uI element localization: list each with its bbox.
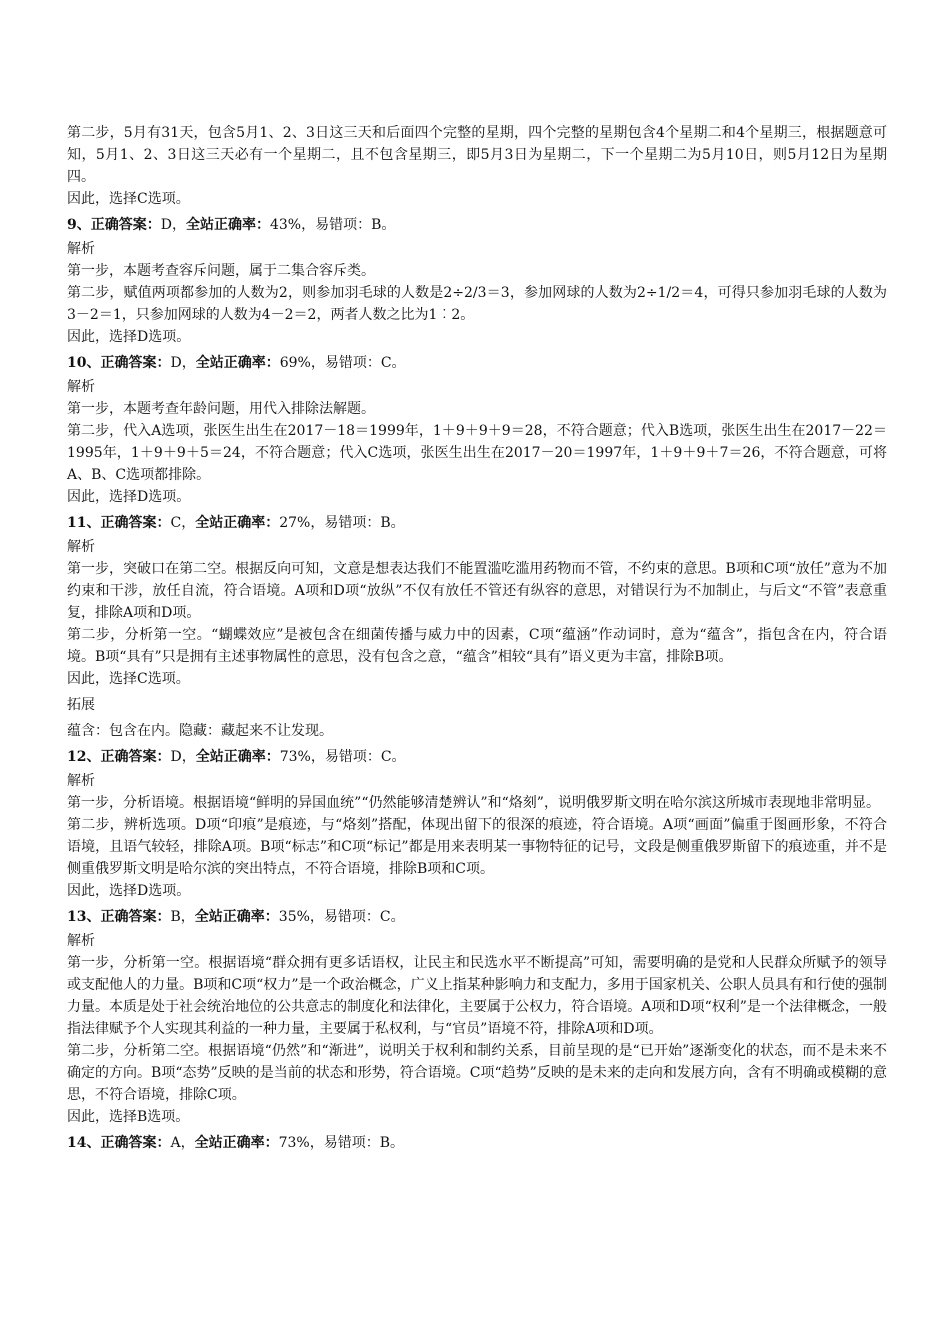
paragraph: 第二步，分析第二空。根据语境“仍然”和“渐进”，说明关于权利和制约关系，目前呈现的是“已开始”逐渐变化的状态，而不是未来不确定的方向。B项“态势”反映的是当前的状态和形势，符合语境。C项“趋势”反映的是未来的走向和发展方向，含有不明确或模糊的意思，不符合语境，排除C项。 [67, 1043, 887, 1103]
paragraph: 第二步，赋值两项都参加的人数为2，则参加羽毛球的人数是2÷2/3＝3，参加网球的人数为2÷1/2＝4，可得只参加羽毛球的人数为3－2＝1，只参加网球的人数为4－2＝2，两者人数之比为1︰2。 [67, 285, 887, 323]
question-number: 9、 [67, 217, 91, 233]
question-number: 12、 [67, 749, 101, 765]
answer-header [67, 214, 887, 236]
paragraph: 因此，选择D选项。 [67, 883, 191, 899]
analysis-label: 解析 [67, 773, 95, 789]
answer-header [67, 352, 887, 374]
answer-header [67, 1132, 887, 1154]
answer-value: B， [170, 909, 195, 925]
question-12 [67, 746, 887, 902]
analysis-label: 解析 [67, 241, 95, 257]
answer-key-label: 正确答案： [100, 1135, 171, 1151]
paragraph: 因此，选择C选项。 [67, 191, 190, 207]
answer-key-label: 正确答案： [100, 909, 171, 925]
extension-text: 蕴含：包含在内。隐藏：藏起来不让发现。 [67, 723, 333, 739]
answer-value: D， [170, 749, 196, 765]
question-number: 10、 [67, 355, 101, 371]
answer-value: A， [170, 1135, 195, 1151]
accuracy-value: 73%，易错项：B。 [278, 1135, 405, 1151]
paragraph: 因此，选择D选项。 [67, 489, 191, 505]
accuracy-value: 69%，易错项：C。 [279, 355, 406, 371]
accuracy-label: 全站正确率： [195, 749, 280, 765]
paragraph: 因此，选择D选项。 [67, 329, 191, 345]
extension-label: 拓展 [67, 697, 95, 713]
paragraph: 第二步，辨析选项。D项“印痕”是痕迹，与“烙刻”搭配，体现出留下的很深的痕迹，符合语境。A项“画面”偏重于图画形象，不符合语境，且语气较轻，排除A项。B项“标志”和C项“标记”都是用来表明某一事物特征的记号，文段是侧重俄罗斯留下的痕迹重，并不是侧重俄罗斯文明是哈尔滨的突出特点，不符合语境，排除B项和C项。 [67, 817, 887, 877]
accuracy-label: 全站正确率： [194, 1135, 279, 1151]
question-14 [67, 1132, 887, 1154]
accuracy-value: 43%，易错项：B。 [269, 217, 396, 233]
paragraph: 第二步，代入A选项，张医生出生在2017－18＝1999年，1＋9＋9＋9＝28，不符合题意；代入B选项，张医生出生在2017－22＝1995年，1＋9＋9＋5＝24，不符合题意；代入C选项，张医生出生在2017－20＝1997年，1＋9＋9＋7＝26，不符合题意，可将A、B、C选项都排除。 [67, 423, 887, 483]
answer-header [67, 906, 887, 928]
paragraph: 因此，选择B选项。 [67, 1109, 190, 1125]
question-10 [67, 352, 887, 508]
answer-value: D， [170, 355, 196, 371]
answer-header [67, 746, 887, 768]
answer-value: D， [160, 217, 186, 233]
answer-document [67, 122, 887, 1156]
accuracy-label: 全站正确率： [194, 909, 279, 925]
analysis-label: 解析 [67, 379, 95, 395]
accuracy-label: 全站正确率： [185, 217, 270, 233]
answer-key-label: 正确答案： [90, 217, 161, 233]
accuracy-value: 35%，易错项：C。 [278, 909, 405, 925]
question-number: 13、 [67, 909, 101, 925]
analysis-label: 解析 [67, 539, 95, 555]
paragraph: 因此，选择C选项。 [67, 671, 190, 687]
question-13 [67, 906, 887, 1128]
intro-section [67, 122, 887, 210]
paragraph: 第二步，分析第一空。“蝴蝶效应”是被包含在细菌传播与威力中的因素，C项“蕴涵”作动词时，意为“蕴含”，指包含在内，符合语境。B项“具有”只是拥有主述事物属性的意思，没有包含之意，“蕴含”相较“具有”语义更为丰富，排除B项。 [67, 627, 887, 665]
answer-header [67, 512, 887, 534]
accuracy-value: 73%，易错项：C。 [279, 749, 406, 765]
answer-value: C， [170, 515, 196, 531]
accuracy-label: 全站正确率： [195, 515, 280, 531]
accuracy-value: 27%，易错项：B。 [279, 515, 405, 531]
paragraph: 第一步，分析语境。根据语境“鲜明的异国血统”“仍然能够清楚辨认”和“烙刻”，说明俄罗斯文明在哈尔滨这所城市表现地非常明显。 [67, 795, 880, 811]
paragraph: 第一步，突破口在第二空。根据反向可知，文意是想表达我们不能置滥吃滥用药物而不管，不约束的意思。B项和C项“放任”意为不加约束和干涉，放任自流，符合语境。A项和D项“放纵”不仅有放任不管还有纵容的意思，对错误行为不加制止，与后文“不管”表意重复，排除A项和D项。 [67, 561, 887, 621]
question-9 [67, 214, 887, 348]
question-number: 11、 [67, 515, 101, 531]
accuracy-label: 全站正确率： [195, 355, 280, 371]
answer-key-label: 正确答案： [100, 515, 171, 531]
paragraph: 第一步，本题考查年龄问题，用代入排除法解题。 [67, 401, 375, 417]
paragraph: 第二步，5月有31天，包含5月1、2、3日这三天和后面四个完整的星期，四个完整的星期包含4个星期二和4个星期三，根据题意可知，5月1、2、3日这三天必有一个星期二，且不包含星期三，即5月3日为星期二，下一个星期二为5月10日，则5月12日为星期四。 [67, 125, 887, 185]
paragraph: 第一步，本题考查容斥问题，属于二集合容斥类。 [67, 263, 375, 279]
question-11 [67, 512, 887, 742]
answer-key-label: 正确答案： [100, 355, 171, 371]
analysis-label: 解析 [67, 933, 95, 949]
question-number: 14、 [67, 1135, 101, 1151]
paragraph: 第一步，分析第一空。根据语境“群众拥有更多话语权，让民主和民选水平不断提高”可知，需要明确的是党和人民群众所赋予的领导或支配他人的力量。B项和C项“权力”是一个政治概念，广义上指某种影响力和支配力，多用于国家机关、公职人员具有和行使的强制力量。本质是处于社会统治地位的公共意志的制度化和法律化，主要属于公权力，符合语境。A项和D项“权利”是一个法律概念，一般指法律赋予个人实现其利益的一种力量，主要属于私权利，与“官员”语境不符，排除A项和D项。 [67, 955, 887, 1037]
answer-key-label: 正确答案： [100, 749, 171, 765]
